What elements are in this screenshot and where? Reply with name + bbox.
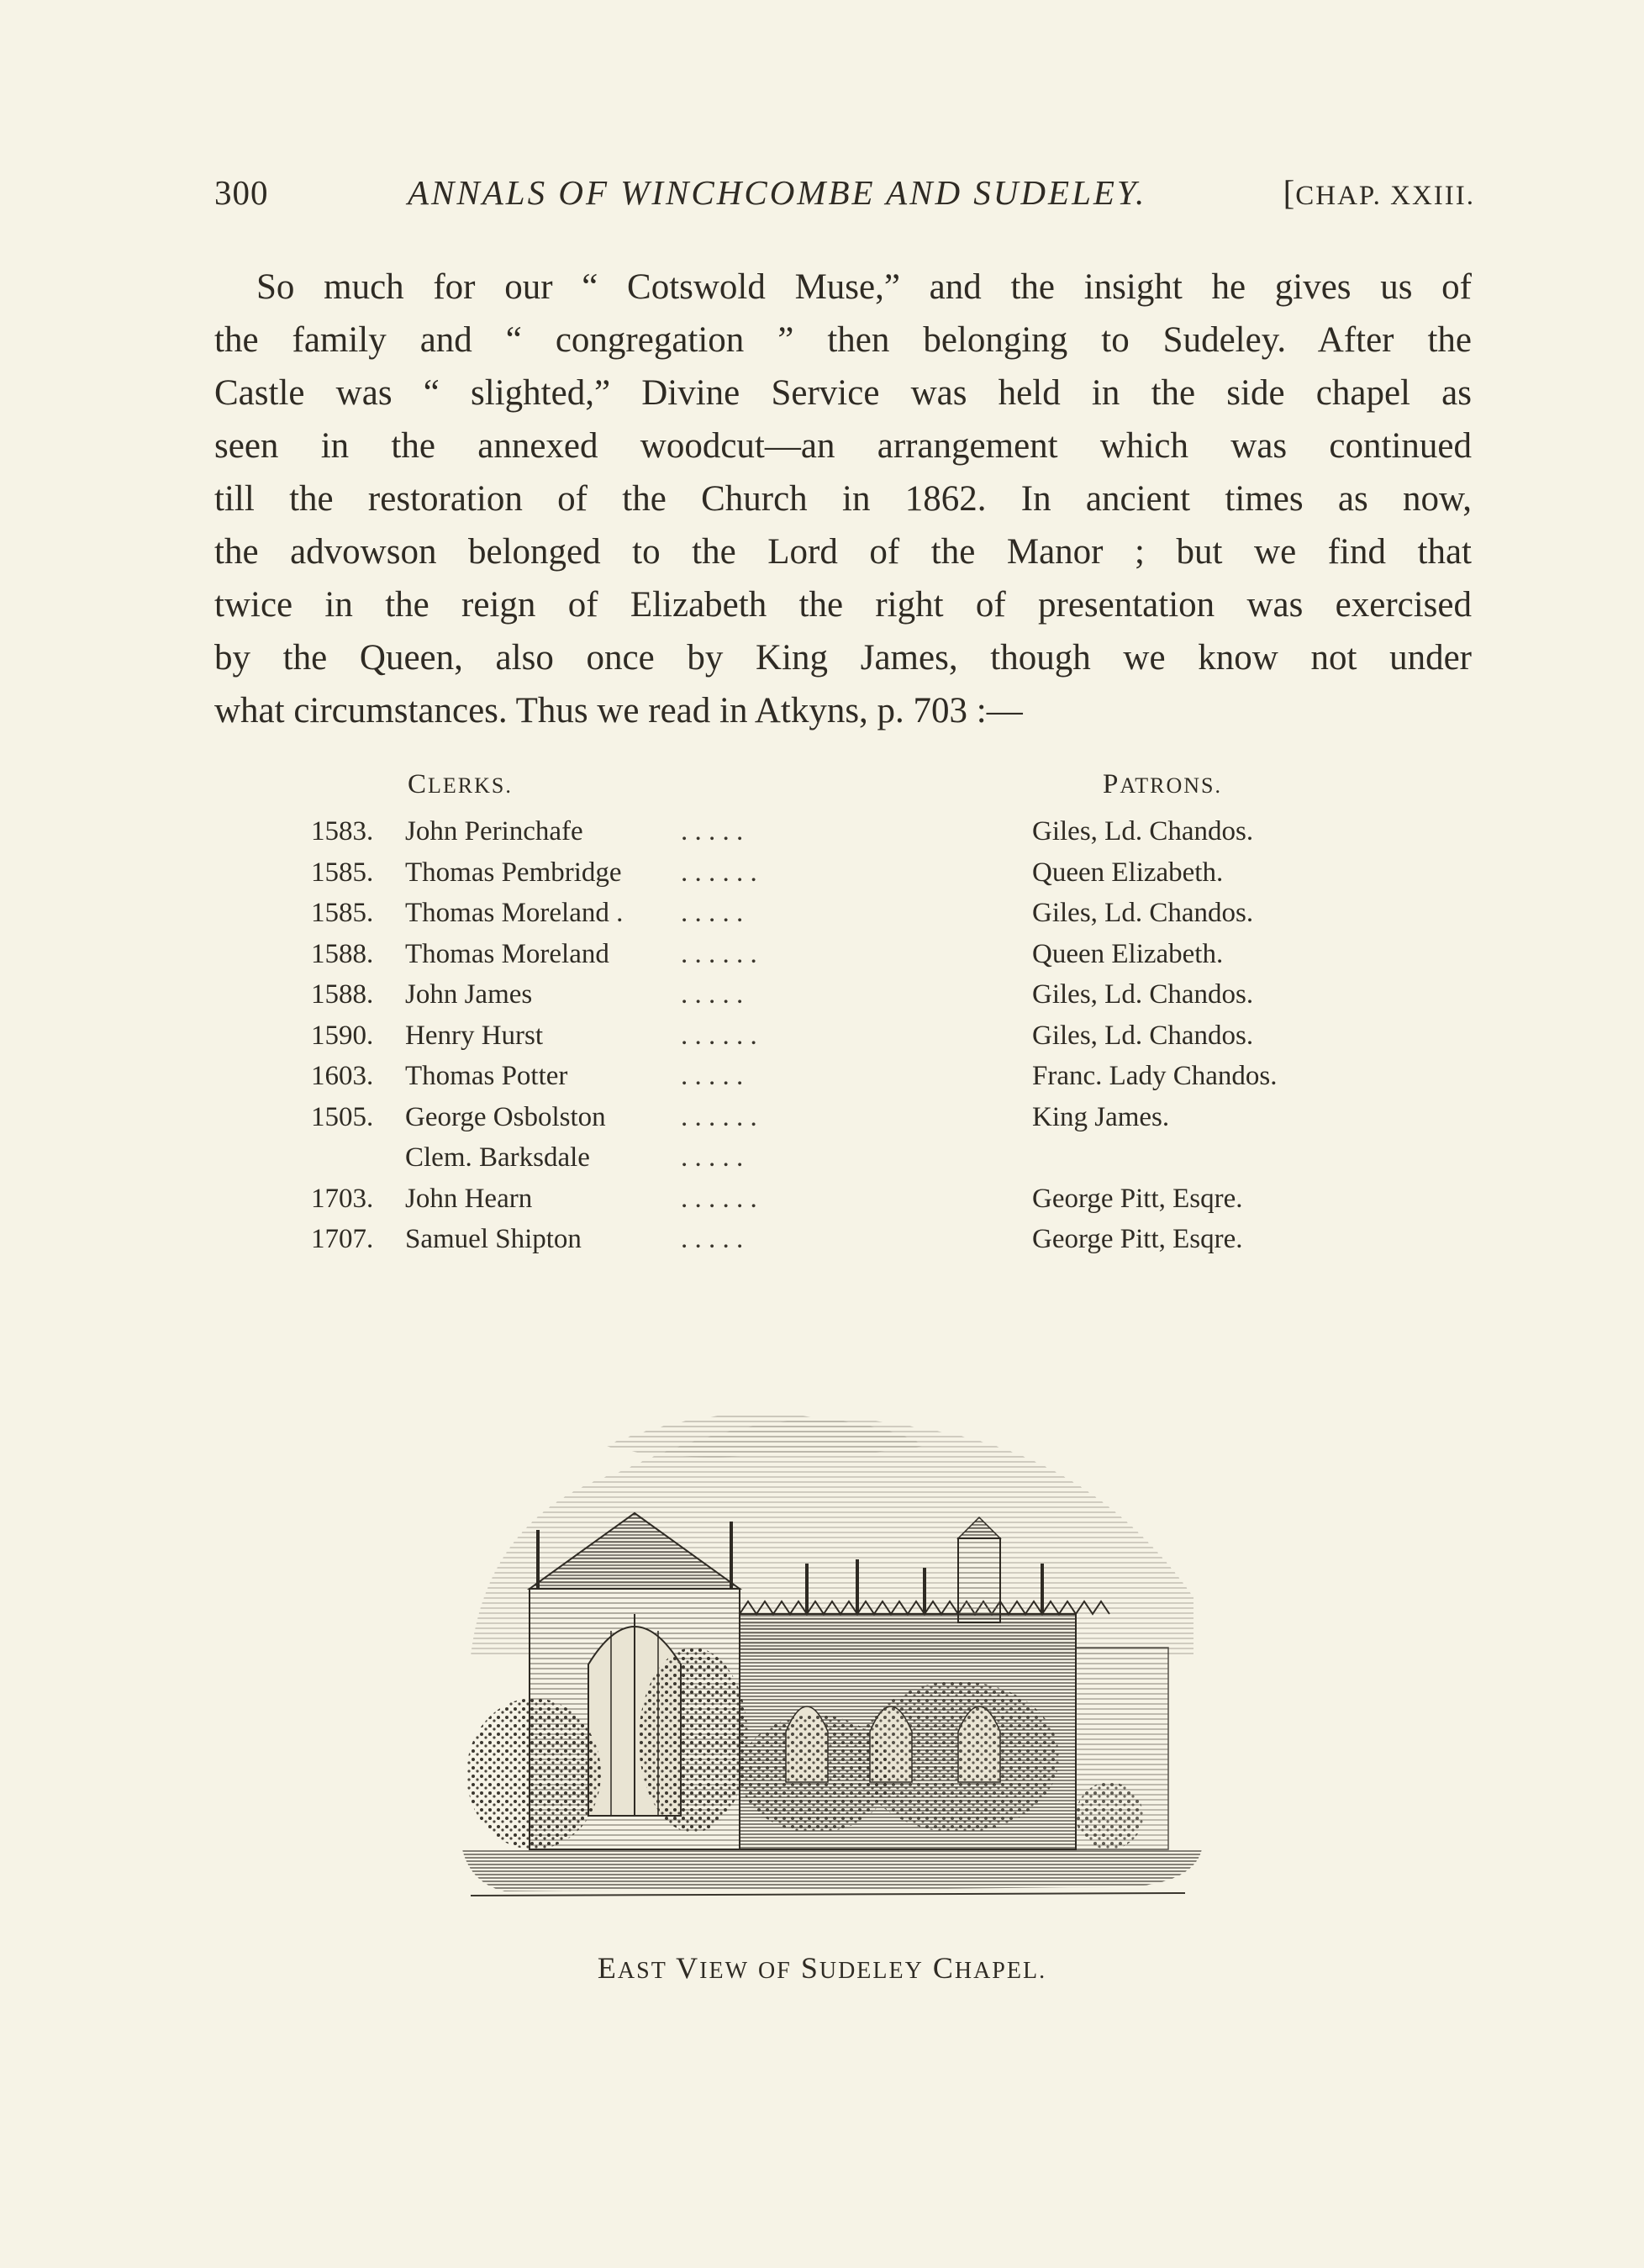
row-clerk: John Hearn	[405, 1183, 533, 1214]
row-clerk: Thomas Pembridge	[405, 857, 622, 888]
caption-word-initial: V	[676, 1951, 700, 1985]
table-row	[311, 1184, 1370, 1225]
row-clerk: George Osbolston	[405, 1101, 606, 1132]
row-clerk: Samuel Shipton	[405, 1224, 582, 1254]
row-clerk: John Perinchafe	[405, 816, 583, 847]
body-paragraph	[214, 261, 1472, 737]
row-year: 1588.	[311, 938, 374, 969]
row-clerk: Henry Hurst	[405, 1020, 544, 1051]
table-row	[311, 979, 1370, 1021]
body-line: seen in the annexed woodcut—an arrangement which was continued	[214, 426, 1472, 466]
table-header	[311, 769, 1370, 816]
table-row	[311, 1021, 1370, 1062]
row-year: 1703.	[311, 1183, 374, 1214]
page-number: 300	[214, 173, 269, 212]
patrons-column-header	[1103, 769, 1222, 800]
table-row	[311, 1061, 1370, 1102]
chapter-bracket: [	[1283, 173, 1296, 212]
row-patron: Queen Elizabeth.	[1032, 938, 1224, 969]
table-row	[311, 1224, 1370, 1265]
body-line: what circumstances. Thus we read in Atkyns, p. 703 :—	[214, 691, 1023, 731]
body-line: So much for our “ Cotswold Muse,” and the insight he gives us of	[256, 267, 1472, 307]
figure-caption	[0, 1950, 1644, 1986]
caption-word-initial: S	[800, 1951, 819, 1985]
row-patron: George Pitt, Esqre.	[1032, 1183, 1243, 1214]
chapel-woodcut-illustration	[454, 1379, 1210, 1917]
row-leader-dots: . . . . .	[681, 1224, 744, 1254]
body-line: twice in the reign of Elizabeth the right of presentation was exercised	[214, 585, 1472, 625]
table-row	[311, 939, 1370, 980]
caption-word: OF	[758, 1958, 792, 1984]
patrons-header-initial: P	[1103, 769, 1120, 799]
row-leader-dots: . . . . .	[681, 898, 744, 928]
row-patron: Giles, Ld. Chandos.	[1032, 979, 1254, 1010]
row-year: 1707.	[311, 1224, 374, 1254]
row-leader-dots: . . . . . .	[681, 1101, 757, 1132]
table-row	[311, 816, 1370, 857]
row-leader-dots: . . . . .	[681, 1142, 744, 1173]
clerks-header-rest: LERKS.	[428, 773, 513, 798]
row-leader-dots: . . . . .	[681, 979, 744, 1010]
row-clerk: Thomas Potter	[405, 1061, 568, 1091]
row-leader-dots: . . . . . .	[681, 938, 757, 969]
running-title: ANNALS OF WINCHCOMBE AND SUDELEY.	[408, 173, 1147, 212]
row-leader-dots: . . . . . .	[681, 857, 757, 888]
body-line: the advowson belonged to the Lord of the Manor ; but we find that	[214, 532, 1472, 572]
row-year: 1583.	[311, 816, 374, 847]
row-year: 1585.	[311, 898, 374, 928]
caption-word-initial: C	[932, 1951, 955, 1985]
row-patron: George Pitt, Esqre.	[1032, 1224, 1243, 1254]
body-line: Castle was “ slighted,” Divine Service was held in the side chapel as	[214, 373, 1472, 413]
chapter-label	[1283, 172, 1475, 213]
patrons-header-rest: ATRONS.	[1120, 773, 1222, 798]
caption-word-rest: UDELEY	[819, 1958, 924, 1984]
body-line: till the restoration of the Church in 1862. In ancient times as now,	[214, 479, 1472, 519]
clerks-patrons-table	[311, 769, 1370, 1265]
row-patron: Giles, Ld. Chandos.	[1032, 816, 1254, 847]
ground	[462, 1849, 1202, 1896]
row-leader-dots: . . . . . .	[681, 1020, 757, 1051]
running-header	[214, 172, 1475, 223]
row-patron: King James.	[1032, 1101, 1170, 1132]
clerks-column-header	[408, 769, 513, 800]
row-year: 1585.	[311, 857, 374, 888]
body-line: by the Queen, also once by King James, though we know not under	[214, 638, 1472, 678]
caption-word-rest: IEW	[699, 1958, 750, 1984]
body-line: the family and “ congregation ” then belonging to Sudeley. After the	[214, 320, 1472, 360]
row-year: 1603.	[311, 1061, 374, 1091]
caption-word-rest: AST	[617, 1958, 667, 1984]
row-leader-dots: . . . . . .	[681, 1183, 757, 1214]
row-leader-dots: . . . . .	[681, 816, 744, 847]
row-year: 1505.	[311, 1101, 374, 1132]
chapter-number: CHAP. XXIII.	[1295, 181, 1475, 211]
row-clerk: Clem. Barksdale	[405, 1142, 590, 1173]
row-clerk: John James	[405, 979, 533, 1010]
row-patron: Giles, Ld. Chandos.	[1032, 1020, 1254, 1051]
row-year: 1590.	[311, 1020, 374, 1051]
caption-word-initial: E	[597, 1951, 618, 1985]
clerks-header-initial: C	[408, 769, 429, 799]
row-patron: Queen Elizabeth.	[1032, 857, 1224, 888]
row-clerk: Thomas Moreland .	[405, 898, 624, 928]
row-year: 1588.	[311, 979, 374, 1010]
caption-word-rest: HAPEL.	[954, 1958, 1047, 1984]
table-row	[311, 857, 1370, 899]
row-clerk: Thomas Moreland	[405, 938, 609, 969]
row-leader-dots: . . . . .	[681, 1061, 744, 1091]
row-patron: Franc. Lady Chandos.	[1032, 1061, 1278, 1091]
table-row	[311, 1102, 1370, 1143]
table-row	[311, 898, 1370, 939]
row-patron: Giles, Ld. Chandos.	[1032, 898, 1254, 928]
table-row	[311, 1142, 1370, 1184]
